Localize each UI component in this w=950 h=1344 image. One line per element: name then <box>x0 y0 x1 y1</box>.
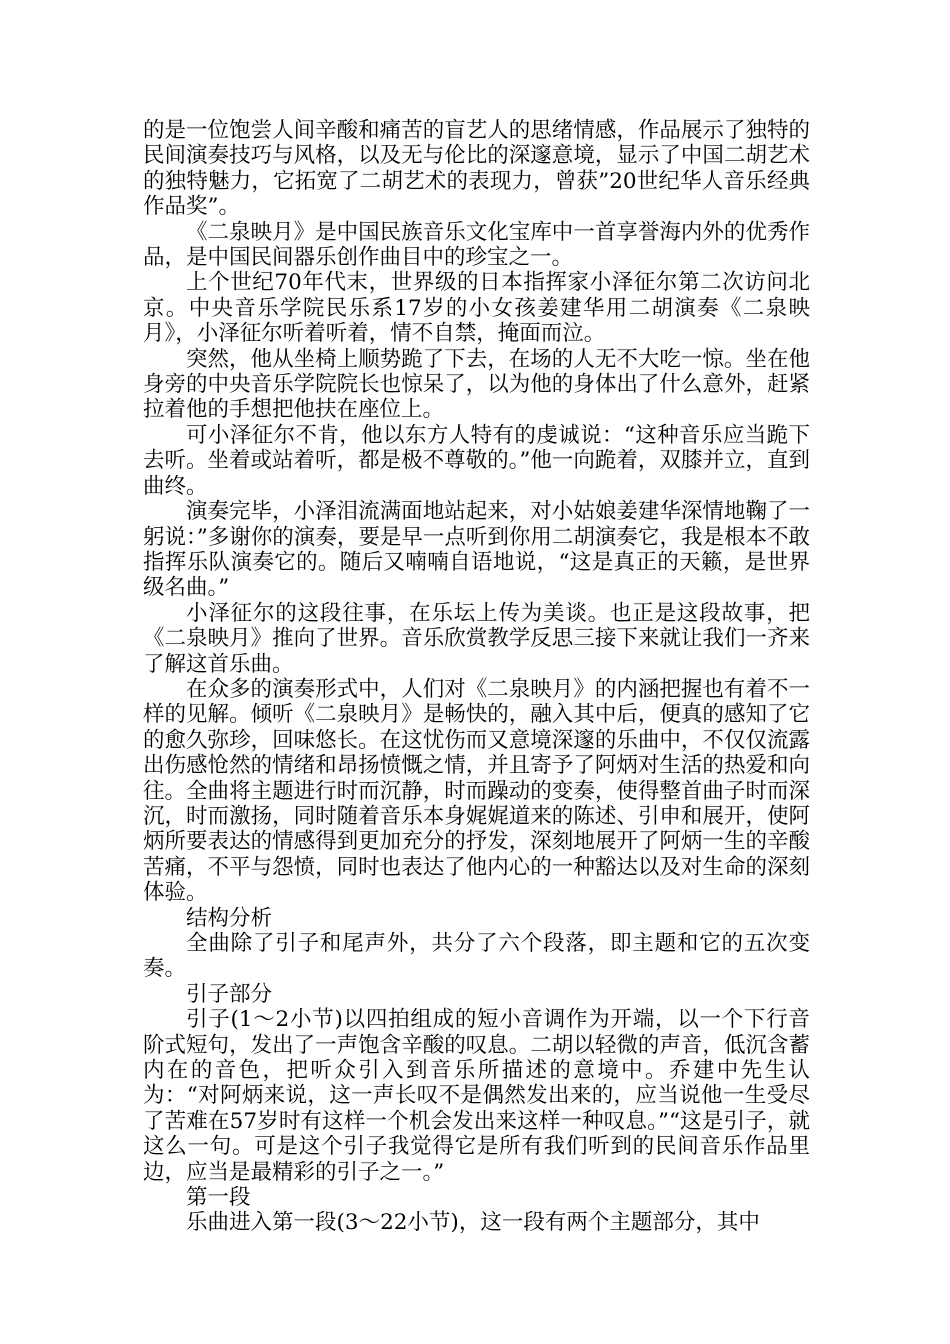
heading-introduction: 引子部分 <box>186 981 273 1007</box>
paragraph-ozawa-visit: 上个世纪70年代末，世界级的日本指挥家小泽征尔第二次访问北京。中央音乐学院民乐系17岁的小女孩姜建华用二胡演奏《二泉映月》，小泽征尔听着听着，情不自禁，掩面而泣。 <box>143 270 810 347</box>
heading-section-one: 第一段 <box>186 1185 251 1211</box>
paragraph-intro: 《二泉映月》是中国民族音乐文化宝库中一首享誉海内外的优秀作品，是中国民间器乐创作曲目中的珍宝之一。 <box>143 219 810 271</box>
paragraph-after-performance: 演奏完毕，小泽泪流满面地站起来，对小姑娘姜建华深情地鞠了一躬说：”多谢你的演奏，要是早一点听到你用二胡演奏它，我是根本不敢指挥乐队演奏它的。随后又喃喃自语地说，“这是真正的天籁，是世界级名曲。” <box>143 499 810 601</box>
paragraph-legend: 小泽征尔的这段往事，在乐坛上传为美谈。也正是这段故事，把《二泉映月》推向了世界。音乐欣赏教学反思三接下来就让我们一齐来了解这首乐曲。 <box>143 600 810 677</box>
paragraph-interpretation: 在众多的演奏形式中，人们对《二泉映月》的内涵把握也有着不一样的见解。倾听《二泉映月》是畅快的，融入其中后，便真的感知了它的愈久弥珍，回味悠长。在这忧伤而又意境深邃的乐曲中，不仅仅流露出伤感怆然的情绪和昂扬愤慨之情，并且寄予了阿炳对生活的热爱和向往。全曲将主题进行时而沉静，时而躁动的变奏，使得整首曲子时而深沉，时而激扬，同时随着音乐本身娓娓道来的陈述、引申和展开，使阿炳所要表达的情感得到更加充分的抒发，深刻地展开了阿炳一生的辛酸苦痛，不平与怨愤，同时也表达了他内心的一种豁达以及对生命的深刻体验。 <box>143 676 810 906</box>
paragraph-section-one: 乐曲进入第一段(3～22小节)，这一段有两个主题部分，其中 <box>186 1210 760 1236</box>
paragraph-introduction: 引子(1～2小节)以四拍组成的短小音调作为开端，以一个下行音阶式短句，发出了一声饱含辛酸的叹息。二胡以轻微的声音，低沉含蓄内在的音色，把听众引入到音乐所描述的意境中。乔建中先生认为：“对阿炳来说，这一声长叹不是偶然发出来的，应当说他一生受尽了苦难在57岁时有这样一个机会发出来这样一种叹息。”“这是引子，就这么一句。可是这个引子我觉得它是所有我们听到的民间音乐作品里边，应当是最精彩的引子之一。” <box>143 1007 810 1185</box>
heading-structure-analysis: 结构分析 <box>186 905 273 931</box>
paragraph-continuation: 的是一位饱尝人间辛酸和痛苦的盲艺人的思绪情感，作品展示了独特的民间演奏技巧与风格，以及无与伦比的深邃意境，显示了中国二胡艺术的独特魅力，它拓宽了二胡艺术的表现力，曾获”20世纪华人音乐经典作品奖”。 <box>143 118 810 220</box>
paragraph-kneel: 突然，他从坐椅上顺势跪了下去，在场的人无不大吃一惊。坐在他身旁的中央音乐学院院长也惊呆了，以为他的身体出了什么意外，赶紧拉着他的手想把他扶在座位上。 <box>143 346 810 423</box>
paragraph-reverence: 可小泽征尔不肯，他以东方人特有的虔诚说：“这种音乐应当跪下去听。坐着或站着听，都是极不尊敬的。”他一向跪着，双膝并立，直到曲终。 <box>143 422 810 499</box>
paragraph-structure: 全曲除了引子和尾声外，共分了六个段落，即主题和它的五次变奏。 <box>143 931 810 982</box>
document-page <box>143 118 810 1236</box>
